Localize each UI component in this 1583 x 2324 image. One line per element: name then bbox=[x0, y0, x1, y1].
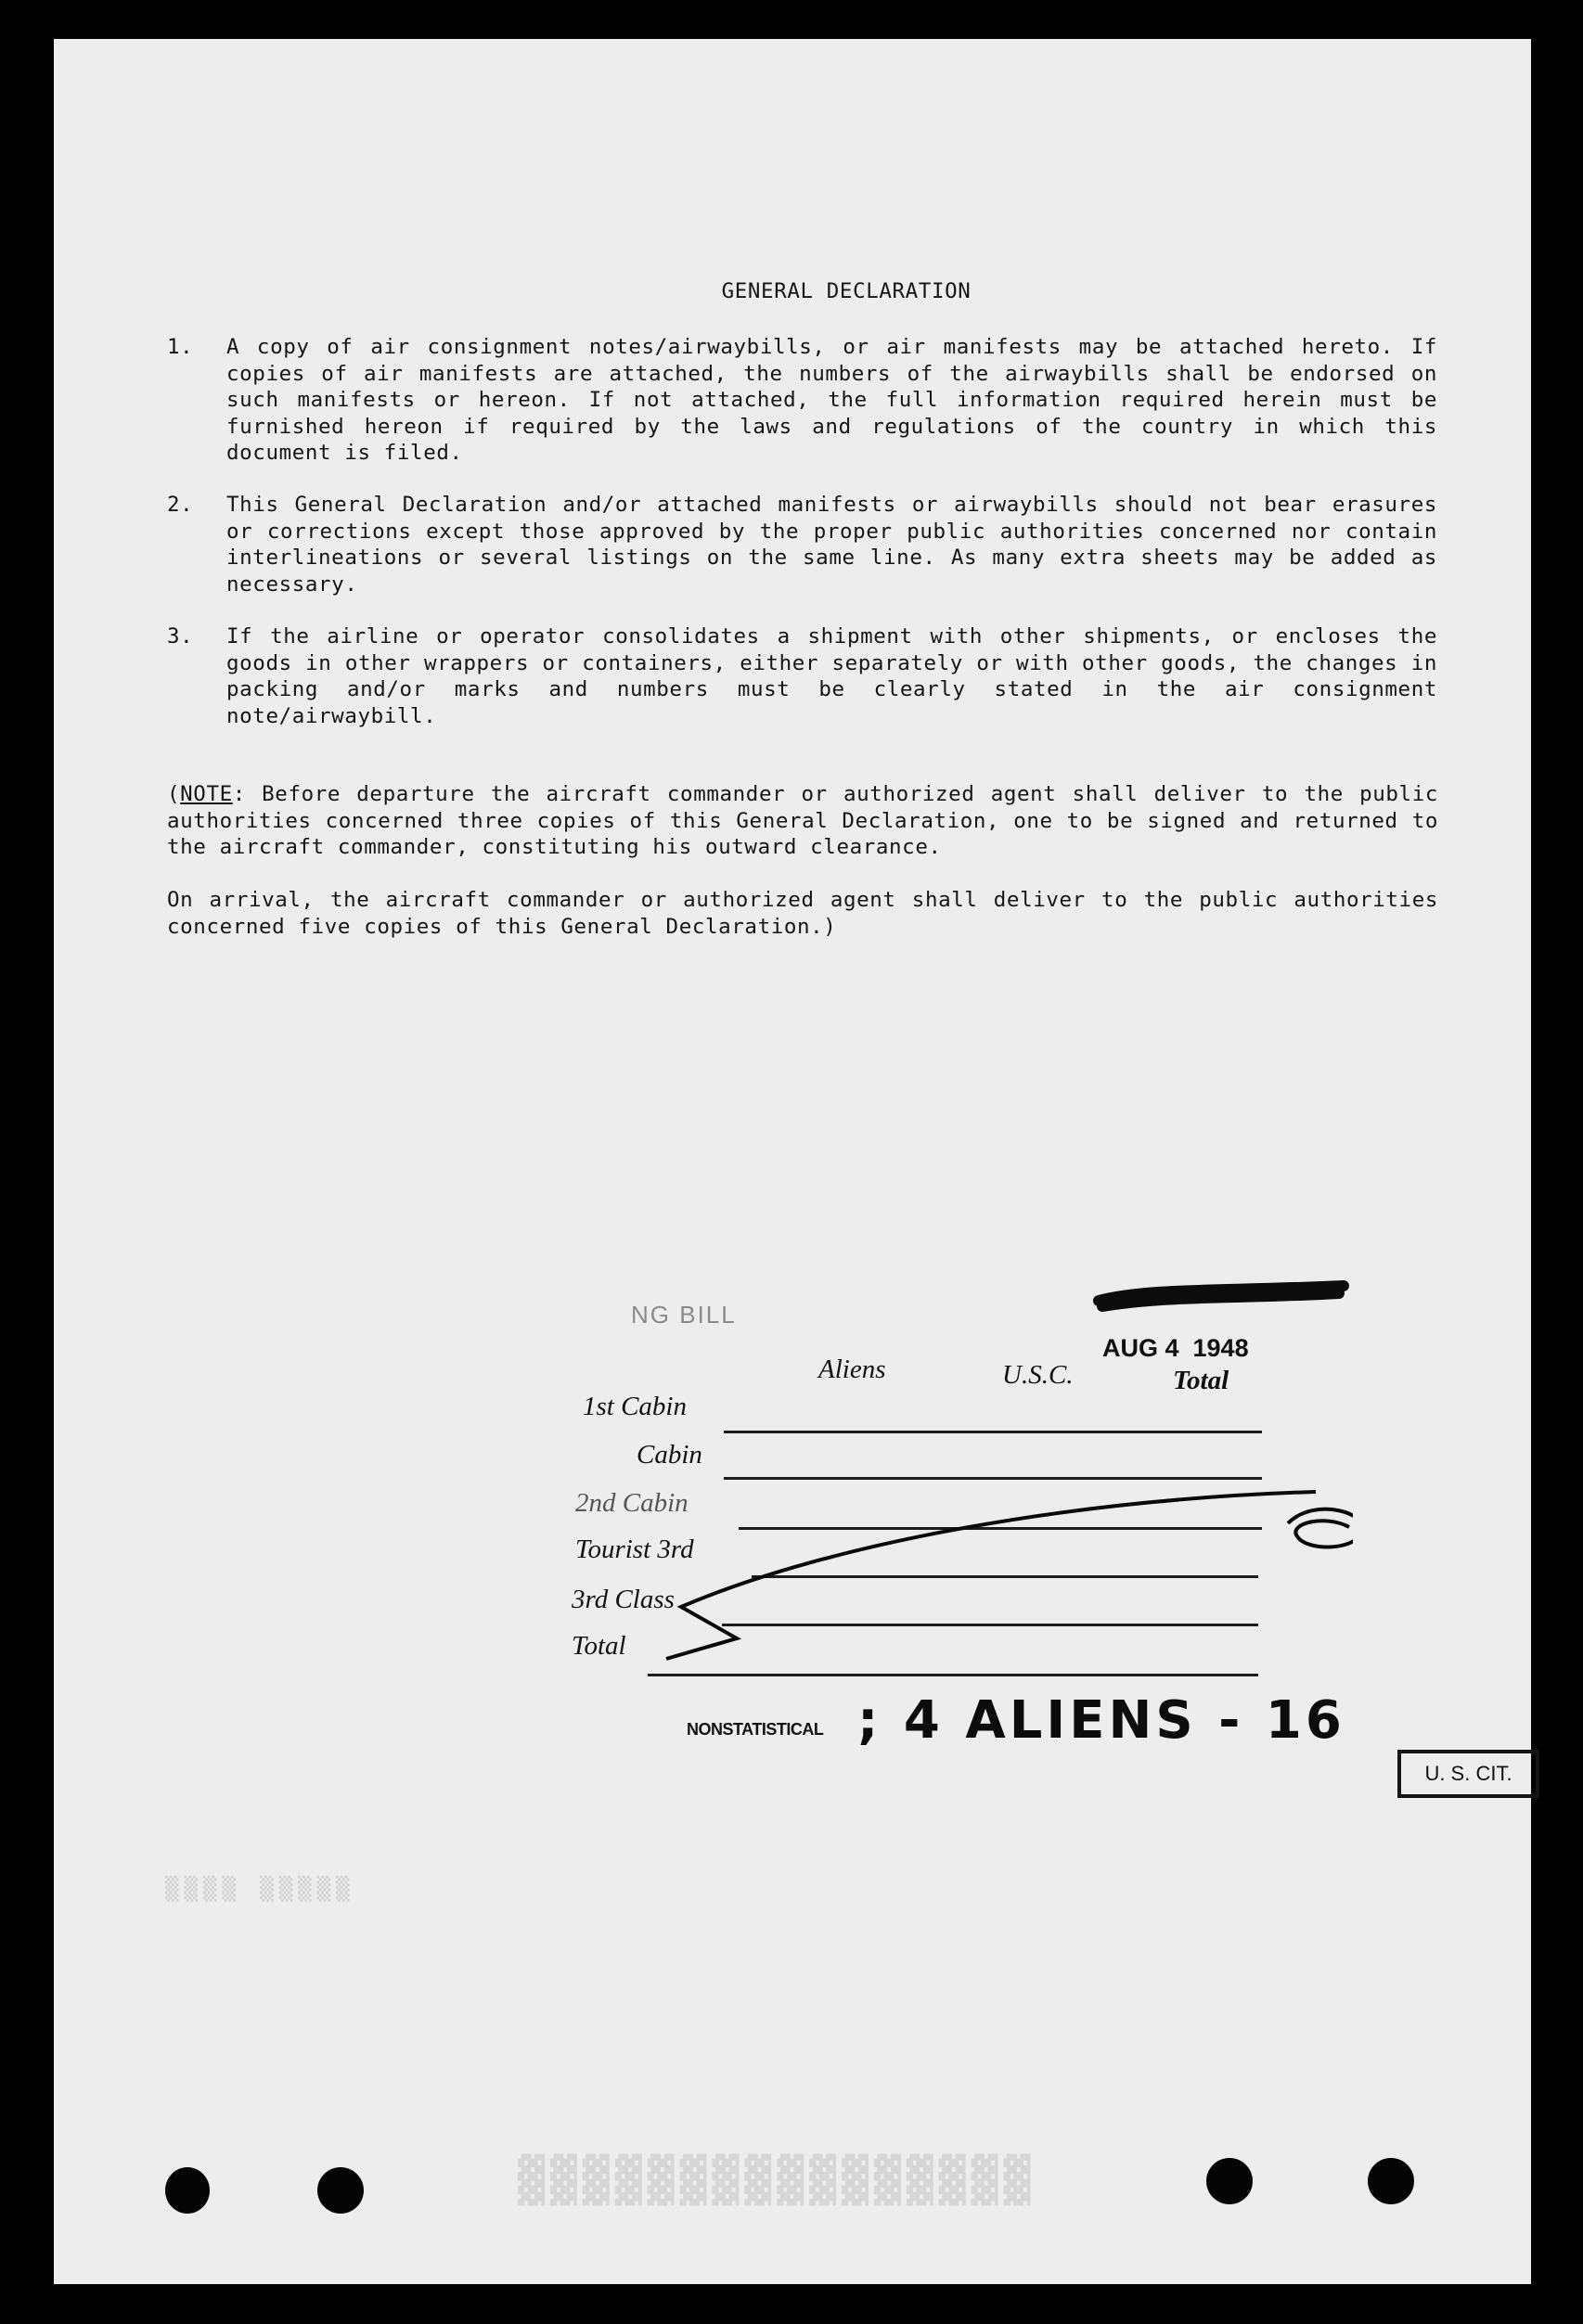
arrival-paragraph: On arrival, the aircraft commander or authorized agent shall deliver to the public authorities concerned five copies of this General Declaration.) bbox=[167, 888, 1438, 939]
stamp-date: AUG 4 1948 bbox=[1102, 1334, 1249, 1362]
item-text: A copy of air consignment notes/airwaybills, or air manifests may be attached hereto. If copies of air manifests are attached, the numbers of the airwaybills shall be endorsed on such manifests or hereon. If not attached, the full information required herein must be furnished hereon if required by the laws and regulations of the country in which this document is filed. bbox=[226, 335, 1437, 465]
column-aliens: Aliens bbox=[818, 1355, 886, 1384]
column-total: Total bbox=[1173, 1366, 1229, 1395]
column-usc: U.S.C. bbox=[1002, 1360, 1074, 1390]
punch-hole bbox=[317, 2167, 364, 2214]
document-sheet bbox=[54, 39, 1531, 2284]
row-rule bbox=[724, 1431, 1262, 1433]
note-text: Before departure the aircraft commander or authorized agent shall deliver to the public authorities concerned three copies of this General Declaration, one to be signed and returned to the aircraft commander, constituting his outward clearance. bbox=[167, 782, 1438, 859]
item-number: 1. bbox=[167, 335, 194, 359]
item-number: 2. bbox=[167, 493, 194, 517]
row-rule bbox=[724, 1477, 1262, 1480]
handwritten-note: ; 4 ALIENS - 16 bbox=[857, 1690, 1345, 1751]
handwritten-diagonal-line bbox=[648, 1486, 1353, 1700]
punch-hole bbox=[165, 2167, 210, 2214]
row-label: Total bbox=[572, 1631, 626, 1661]
bleed-through-mark: ▓▓▓▓▓▓▓▓▓▓▓▓▓▓▓▓ bbox=[518, 2154, 1036, 2206]
row-label: 1st Cabin bbox=[583, 1392, 687, 1421]
item-text: If the airline or operator consolidates a shipment with other shipments, or encloses the goods in other wrappers or containers, either separately or with other goods, the changes in packing and/or marks and numbers must be clearly stated in the air consignment note/airwaybill. bbox=[226, 624, 1437, 728]
redaction-scribble bbox=[1093, 1278, 1353, 1316]
stamp-ng-bill: NG BILL bbox=[631, 1301, 737, 1329]
us-cit-stamp: U. S. CIT. bbox=[1397, 1750, 1539, 1798]
page-title: GENERAL DECLARATION bbox=[721, 279, 972, 303]
item-number: 3. bbox=[167, 624, 194, 648]
row-label: 3rd Class bbox=[572, 1585, 675, 1614]
nonstatistical-stamp: NONSTATISTICAL bbox=[687, 1720, 824, 1739]
note-colon: : bbox=[232, 782, 246, 806]
row-label: Cabin bbox=[637, 1440, 702, 1470]
punch-hole bbox=[1368, 2158, 1414, 2204]
note-paragraph bbox=[167, 781, 1438, 861]
punch-hole bbox=[1206, 2158, 1253, 2204]
item-text: This General Declaration and/or attached manifests or airwaybills should not bear erasures or corrections except those approved by the proper public authorities concerned nor contain interlineations or several listings on the same line. As many extra sheets may be added as necessary. bbox=[226, 493, 1437, 597]
note-paren: ( bbox=[167, 782, 181, 806]
row-label: Tourist 3rd bbox=[575, 1534, 694, 1564]
note-label: NOTE bbox=[180, 782, 233, 806]
bleed-through-mark: ▒▒▒▒ ▒▒▒▒▒ bbox=[165, 1876, 355, 1902]
row-label: 2nd Cabin bbox=[575, 1488, 689, 1518]
